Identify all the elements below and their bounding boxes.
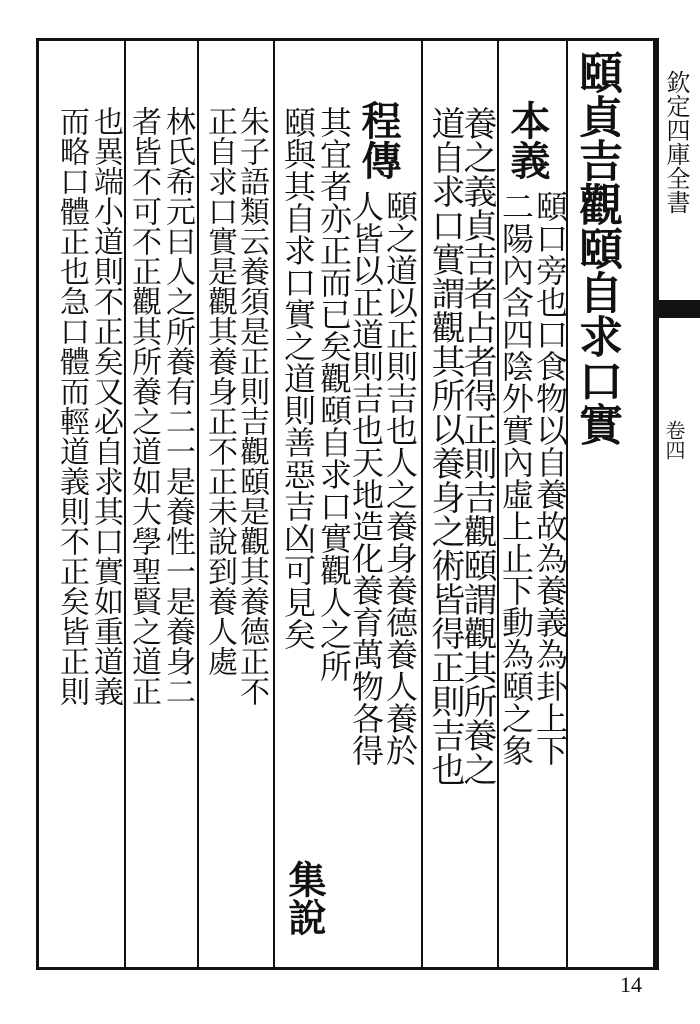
ben-yi-label: 本義: [504, 100, 551, 180]
column-rule: [273, 38, 275, 970]
margin-tab: [659, 300, 700, 318]
text-column: 而略口體正也急口體而輕道義則不正矣皆正則: [54, 106, 89, 706]
text-column: 者皆不可不正觀其所養之道如大學聖賢之道正: [126, 106, 161, 706]
text-column: 頤之道以正則吉也人之養身養德養人養於: [381, 190, 419, 766]
text-column: 二陽內含四陰外實內虛上止下動為頤之象: [497, 190, 535, 766]
text-column: 養之義貞吉者占者得正則吉觀頤謂觀其所養之: [457, 106, 497, 786]
column-rule: [197, 38, 199, 970]
text-column: 朱子語類云養須是正則吉觀頤是觀其養德正不: [234, 106, 269, 706]
side-label: 欽定四庫全書: [662, 70, 690, 214]
juan-label: 卷四: [662, 420, 686, 460]
text-column: 其宜者亦正而已矣觀頤自求口實觀人之所: [315, 106, 353, 682]
text-column: 林氏希元曰人之所養有二一是養性一是養身二: [160, 106, 195, 706]
heading: 頤貞吉觀頤自求口實: [571, 50, 622, 446]
text-column: 頤與其自求口實之道則善惡吉凶可見矣: [279, 106, 317, 650]
margin-rule: [656, 38, 659, 970]
text-column: 正自求口實是觀其養身正不正未說到養人處: [202, 106, 237, 676]
page-number: 14: [620, 972, 642, 997]
text-column: 也異端小道則不正矣又必自求其口實如重道義: [88, 106, 123, 706]
column-rule: [421, 38, 423, 970]
text-column: 人皆以正道則吉也天地造化養育萬物各得: [347, 190, 385, 766]
ji-shuo-label: 集說: [282, 860, 327, 936]
text-column: 道自求口實謂觀其所以養身之術皆得正則吉也: [425, 106, 465, 786]
text-column: 頤口旁也口食物以自養故為養義為卦上下: [531, 190, 569, 766]
cheng-zhuan-label: 程傳: [355, 100, 402, 180]
